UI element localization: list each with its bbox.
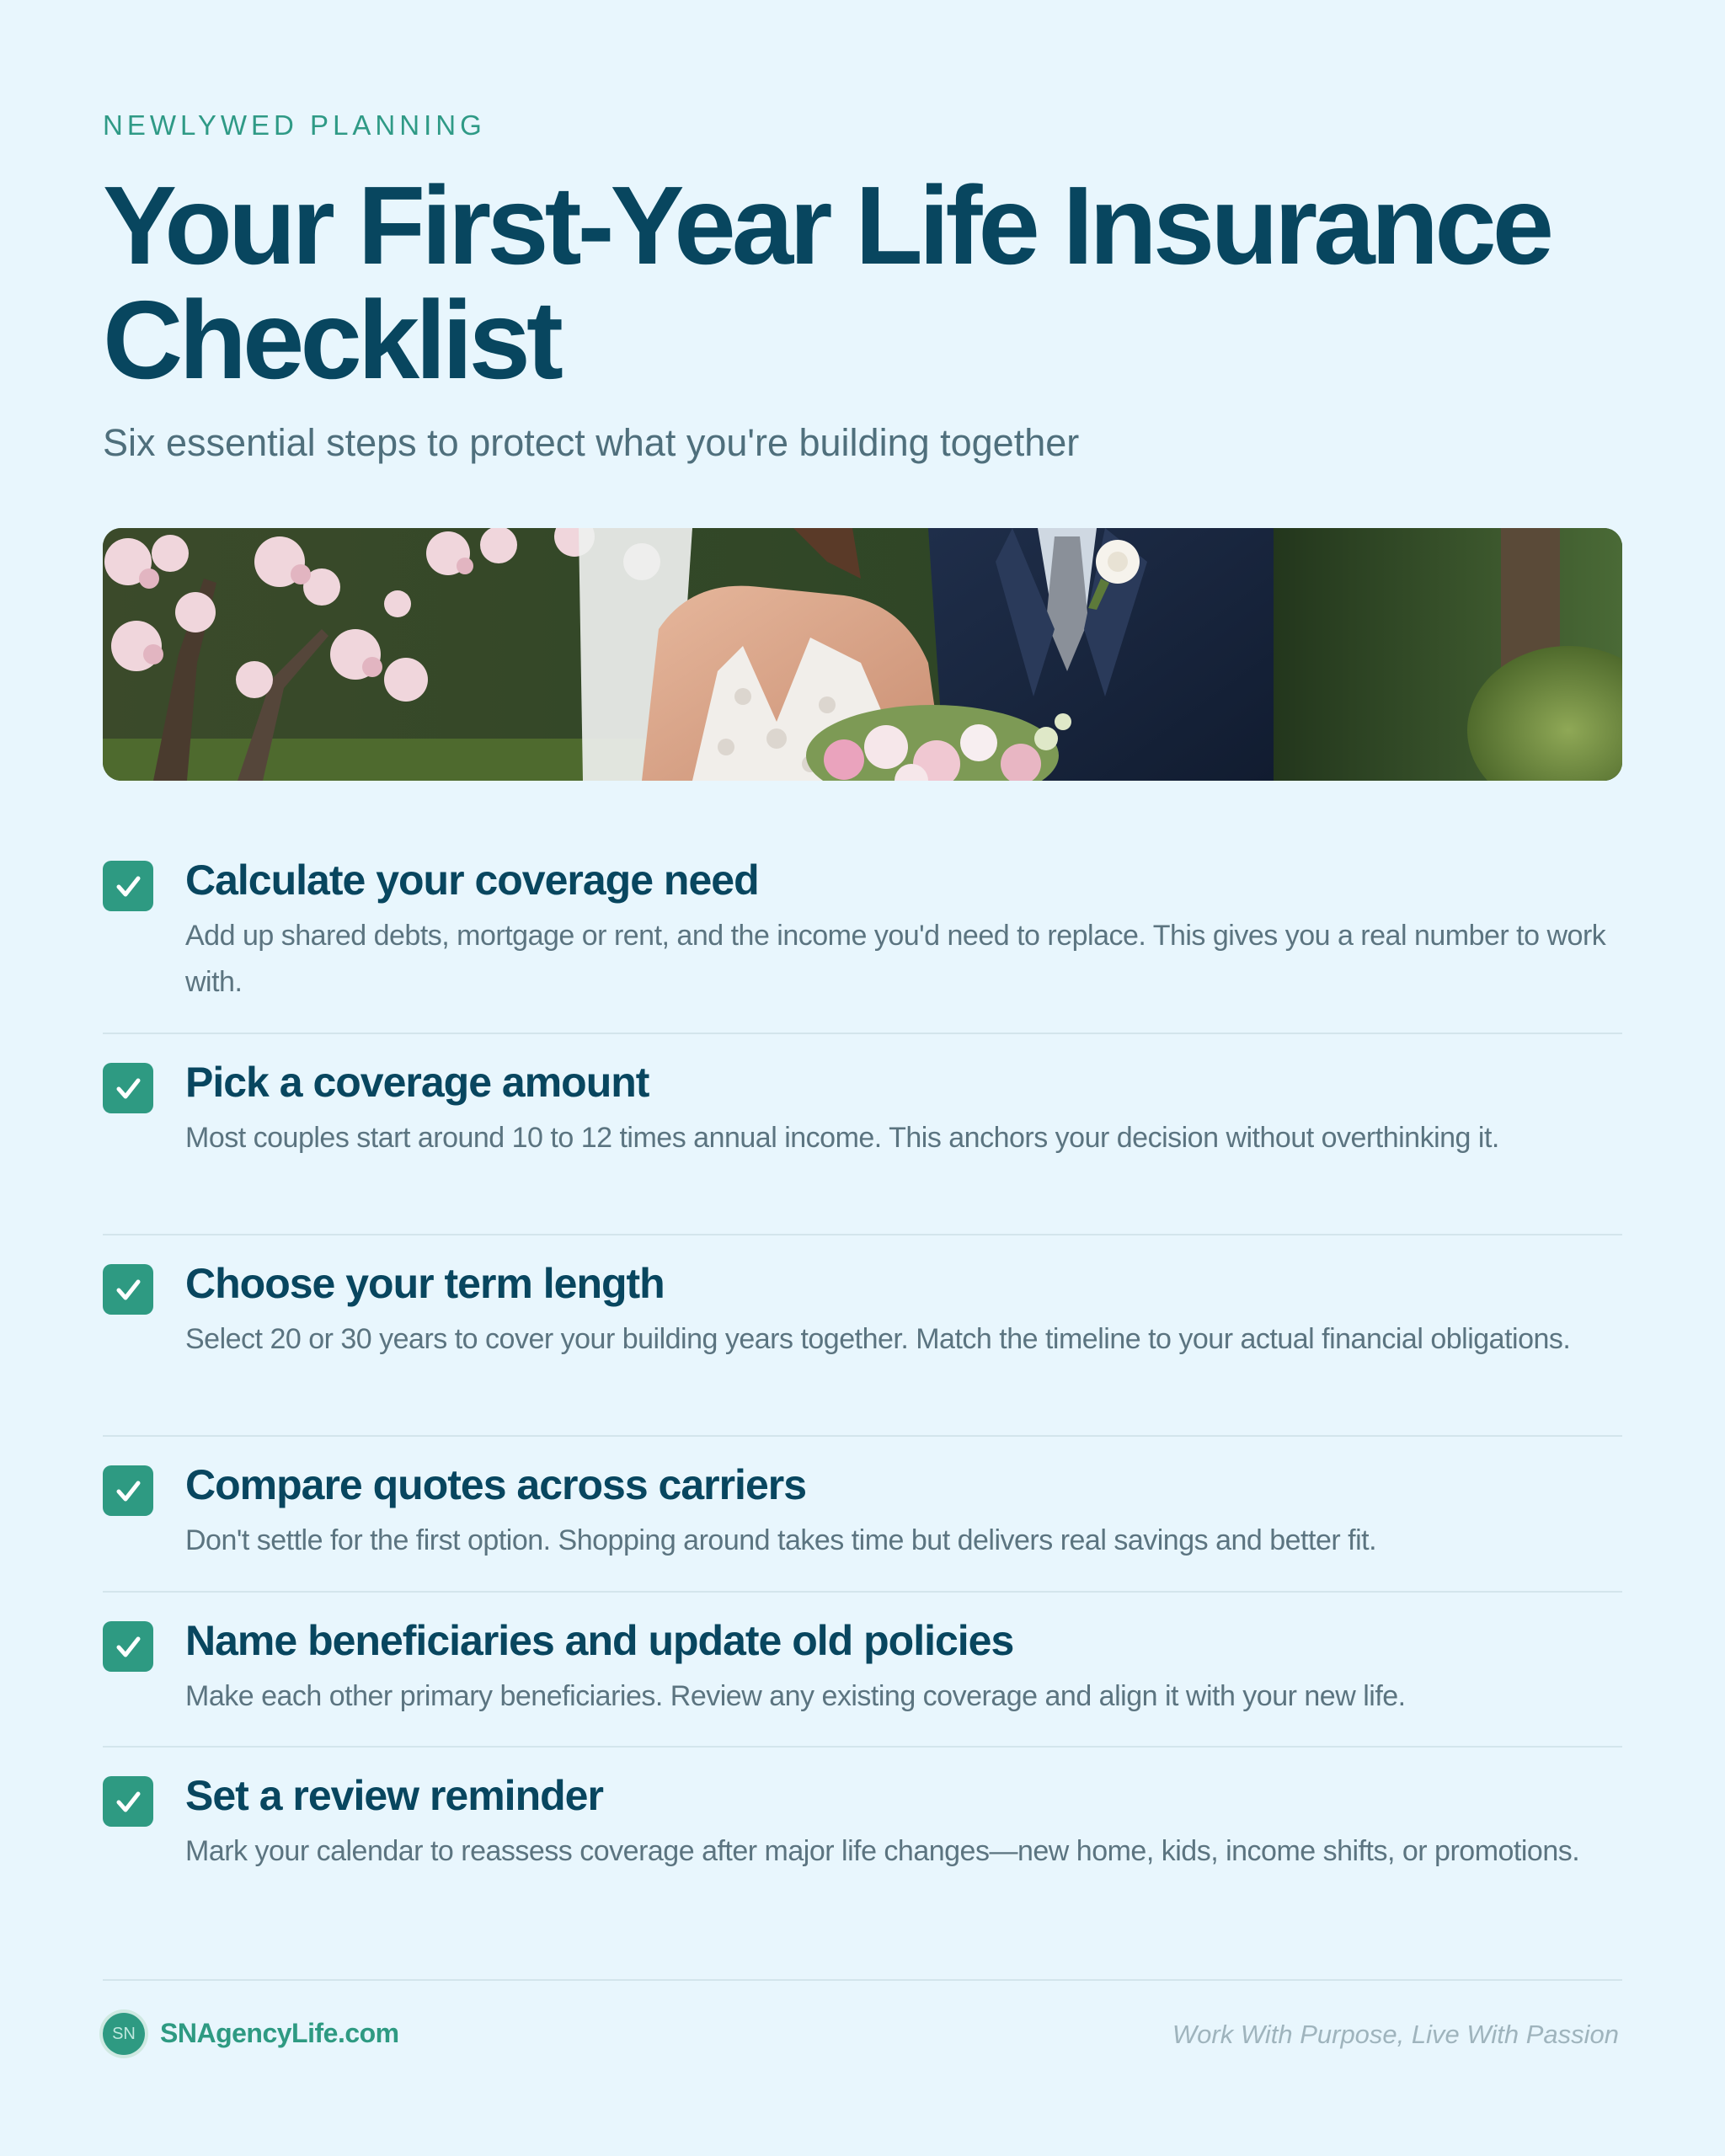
agency-logo-icon: SN <box>103 2013 145 2055</box>
item-title: Name beneficiaries and update old policies <box>185 1617 1014 1664</box>
page-subtitle: Six essential steps to protect what you're building together <box>103 421 1080 464</box>
item-description: Make each other primary beneficiaries. Review any existing coverage and align it with your new life. <box>185 1680 1406 1712</box>
footer <box>103 1979 1622 2049</box>
tagline: Work With Purpose, Live With Passion <box>1172 2020 1619 2049</box>
checklist-item <box>103 1593 1622 1748</box>
item-title: Set a review reminder <box>185 1772 603 1819</box>
checkbox-checked-icon[interactable] <box>103 1063 153 1113</box>
checklist-item <box>103 1748 1622 1967</box>
checklist <box>103 832 1622 1967</box>
checklist-item <box>103 1437 1622 1593</box>
item-title: Calculate your coverage need <box>185 857 759 904</box>
item-description: Select 20 or 30 years to cover your building years together. Match the timeline to your actual financial obligations. <box>185 1323 1571 1355</box>
item-description: Add up shared debts, mortgage or rent, and the income you'd need to replace. This gives you a real number to work with. <box>185 920 1606 998</box>
website-link[interactable]: SNAgencyLife.com <box>160 2018 399 2048</box>
checkbox-checked-icon[interactable] <box>103 861 153 911</box>
item-title: Compare quotes across carriers <box>185 1461 807 1508</box>
checklist-item <box>103 1034 1622 1235</box>
checklist-item <box>103 1235 1622 1437</box>
checkbox-checked-icon[interactable] <box>103 1621 153 1672</box>
checkbox-checked-icon[interactable] <box>103 1465 153 1516</box>
wedding-couple-photo <box>103 528 1622 781</box>
item-title: Pick a coverage amount <box>185 1059 649 1106</box>
page-title: Your First-Year Life Insurance Checklist <box>103 163 1551 402</box>
item-title: Choose your term length <box>185 1260 665 1307</box>
checkbox-checked-icon[interactable] <box>103 1776 153 1827</box>
checkbox-checked-icon[interactable] <box>103 1264 153 1315</box>
item-description: Don't settle for the first option. Shopping around takes time but delivers real savings and better fit. <box>185 1524 1377 1556</box>
checklist-item <box>103 832 1622 1034</box>
item-description: Mark your calendar to reassess coverage after major life changes—new home, kids, income shifts, or promotions. <box>185 1835 1580 1867</box>
eyebrow-label: NEWLYWED PLANNING <box>103 109 486 141</box>
wedding-photo-illustration <box>103 528 1622 781</box>
item-description: Most couples start around 10 to 12 times annual income. This anchors your decision without overthinking it. <box>185 1122 1499 1154</box>
